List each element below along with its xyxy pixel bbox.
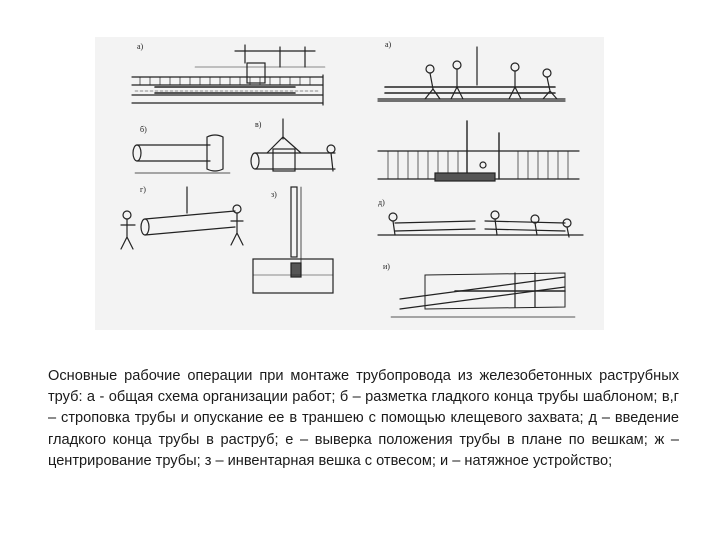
panel-label: а) <box>137 42 144 51</box>
technical-illustration <box>95 37 604 330</box>
panel-label: д) <box>378 198 385 207</box>
panel-label: а) <box>385 40 392 49</box>
figure-caption: Основные рабочие операции при монтаже трубопровода из железобетонных раструбных труб: а - общая схема организации работ; б – разметка гладкого конца трубы шаблоном; в,г – строповка трубы и опускание ее в траншею с помощью клещевого захвата; д – введение гладкого конца трубы в раструб; е – выверка положения трубы в плане по вешкам; ж – центрирование трубы; з – инвентарная вешка с отвесом; и – натяжное устройство; <box>48 368 679 469</box>
panel-z-pole <box>253 187 333 293</box>
panel-a-general-scheme <box>132 42 325 105</box>
panel-g-lowering <box>121 185 243 249</box>
panel-label: з) <box>271 190 277 199</box>
panel-label: в) <box>255 120 262 129</box>
pipeline-operations-drawing <box>95 37 604 330</box>
panel-i-tensioner <box>383 262 575 317</box>
panel-d-insertion <box>378 198 583 237</box>
panel-label: и) <box>383 262 390 271</box>
panel-v-slinging <box>251 119 335 171</box>
panel-e-alignment <box>378 121 579 181</box>
panel-label: б) <box>140 125 147 134</box>
panel-label: г) <box>140 185 146 194</box>
panel-a-workers <box>378 40 565 101</box>
panel-b-marking <box>133 125 230 173</box>
